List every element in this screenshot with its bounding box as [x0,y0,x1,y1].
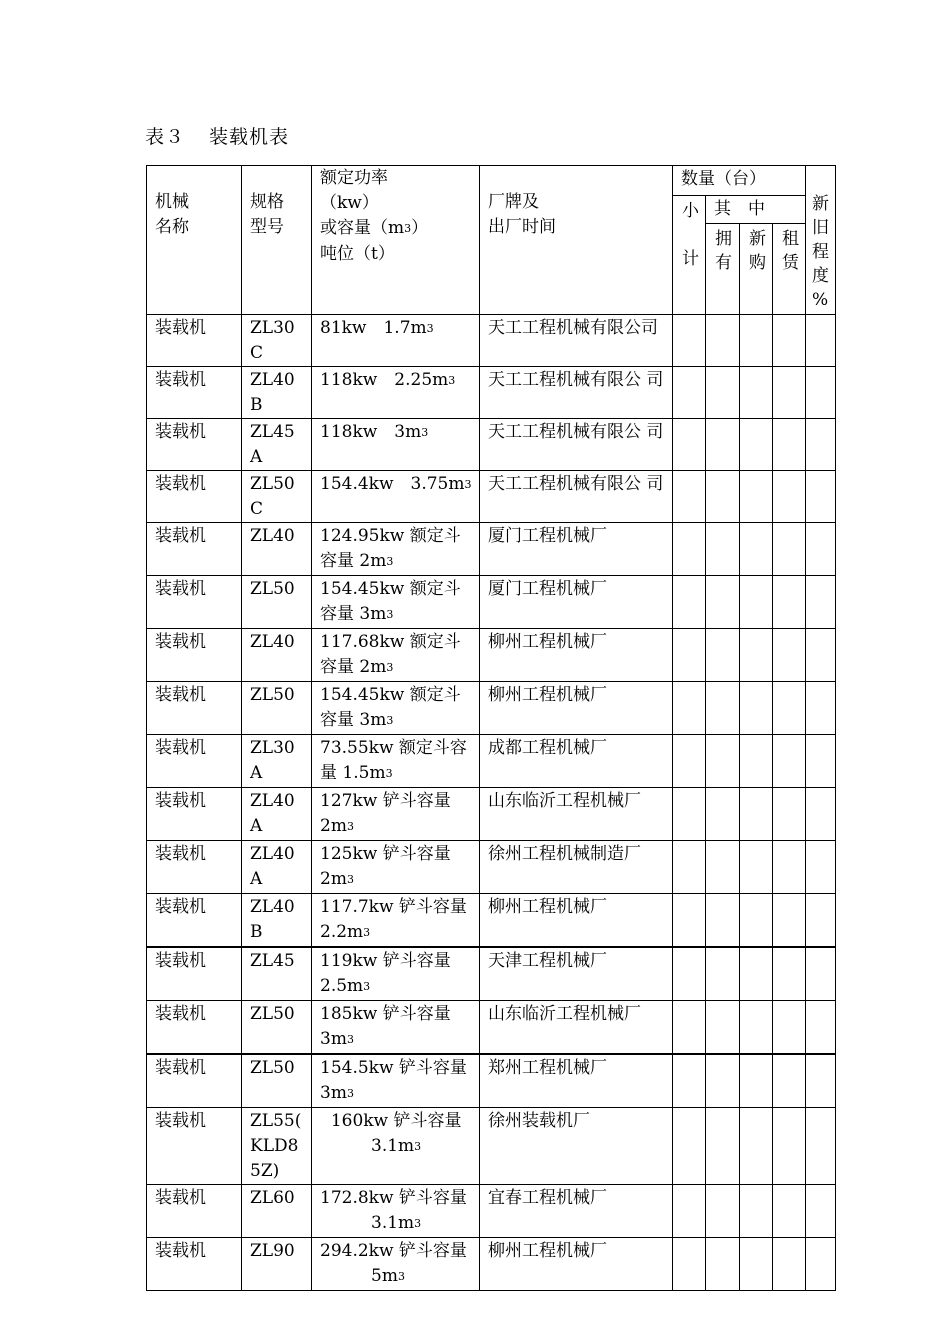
superscript: 3 [421,426,429,439]
col-header-subtotal: 小 计 [673,196,706,315]
cell-spec: 172.8kw 铲斗容量 3.1m3 [312,1185,480,1238]
cell-model: ZL50 [242,1054,312,1108]
table-row [147,315,836,367]
cell-model: ZL45 [242,947,312,1001]
cell-name: 装载机 [147,1001,242,1055]
cell-subtotal [673,576,706,629]
cell-rent [773,947,806,1001]
cell-new-buy [740,1108,773,1185]
cell-subtotal [673,1054,706,1108]
superscript: 3 [363,926,371,939]
cell-condition [806,1054,836,1108]
cell-spec: 118kw 3m3 [312,419,480,471]
cell-rent [773,471,806,523]
cell-rent [773,629,806,682]
superscript: 3 [397,1270,405,1283]
col-header-new-buy: 新 购 [740,224,773,315]
cell-name: 装载机 [147,576,242,629]
cell-rent [773,576,806,629]
table-row [147,735,836,788]
cell-rent [773,1001,806,1055]
cell-subtotal [673,682,706,735]
cell-condition [806,471,836,523]
col-header-condition: 新 旧 程 度 % [806,166,836,315]
cell-owned [706,367,740,419]
cell-subtotal [673,419,706,471]
cell-maker: 天津工程机械厂 [480,947,673,1001]
cell-rent [773,367,806,419]
cell-name: 装载机 [147,523,242,576]
cell-owned [706,576,740,629]
cell-rent [773,735,806,788]
cell-owned [706,894,740,948]
cell-name: 装载机 [147,894,242,948]
cell-new-buy [740,841,773,894]
table-row [147,1001,836,1055]
col-header-model: 规格 型号 [242,166,312,315]
cell-model: ZL40 [242,629,312,682]
cell-subtotal [673,1185,706,1238]
cell-maker: 徐州工程机械制造厂 [480,841,673,894]
cell-rent [773,1054,806,1108]
cell-owned [706,523,740,576]
cell-condition [806,947,836,1001]
cell-owned [706,1185,740,1238]
cell-condition [806,1185,836,1238]
cell-model: ZL30 A [242,735,312,788]
cell-model: ZL40 A [242,841,312,894]
cell-maker: 柳州工程机械厂 [480,1238,673,1291]
cell-rent [773,1108,806,1185]
cell-spec: 154.45kw 额定斗 容量 3m3 [312,682,480,735]
cell-new-buy [740,419,773,471]
cell-owned [706,1108,740,1185]
table-row [147,1185,836,1238]
superscript: 3 [346,820,354,833]
table-row [147,523,836,576]
cell-subtotal [673,735,706,788]
superscript: 3 [346,1087,354,1100]
cell-model: ZL30 C [242,315,312,367]
table-row [147,367,836,419]
cell-name: 装载机 [147,1054,242,1108]
cell-maker: 柳州工程机械厂 [480,629,673,682]
table-row [147,894,836,948]
cell-maker: 天工工程机械有限公 司 [480,471,673,523]
table-row [147,788,836,841]
cell-rent [773,1185,806,1238]
cell-model: ZL50 [242,576,312,629]
cell-new-buy [740,682,773,735]
cell-owned [706,735,740,788]
cell-name: 装载机 [147,1238,242,1291]
cell-new-buy [740,1054,773,1108]
superscript: 3 [386,555,394,568]
cell-condition [806,894,836,948]
cell-owned [706,419,740,471]
cell-spec: 117.7kw 铲斗容量 2.2m3 [312,894,480,948]
table-row [147,947,836,1001]
col-header-among: 其 中 [706,196,806,224]
table-row [147,1054,836,1108]
cell-rent [773,894,806,948]
header-row [147,166,836,196]
superscript: 3 [448,374,456,387]
cell-spec: 127kw 铲斗容量 2m3 [312,788,480,841]
cell-owned [706,315,740,367]
page-title [145,122,289,149]
cell-spec: 117.68kw 额定斗 容量 2m3 [312,629,480,682]
cell-spec: 154.5kw 铲斗容量 3m3 [312,1054,480,1108]
cell-model: ZL40 A [242,788,312,841]
cell-condition [806,1238,836,1291]
cell-name: 装载机 [147,1185,242,1238]
cell-spec: 160kw 铲斗容量 3.1m3 [312,1108,480,1185]
cell-name: 装载机 [147,367,242,419]
cell-new-buy [740,1185,773,1238]
cell-maker: 天工工程机械有限公 司 [480,419,673,471]
cell-owned [706,471,740,523]
superscript: 3 [464,478,472,491]
cell-subtotal [673,471,706,523]
cell-name: 装载机 [147,735,242,788]
cell-spec: 185kw 铲斗容量 3m3 [312,1001,480,1055]
superscript: 3 [346,1033,354,1046]
cell-spec: 73.55kw 额定斗容 量 1.5m3 [312,735,480,788]
superscript: 3 [386,608,394,621]
cell-spec: 124.95kw 额定斗 容量 2m3 [312,523,480,576]
cell-name: 装载机 [147,419,242,471]
cell-subtotal [673,947,706,1001]
cell-model: ZL40 [242,523,312,576]
cell-subtotal [673,523,706,576]
cell-name: 装载机 [147,947,242,1001]
cell-name: 装载机 [147,682,242,735]
cell-new-buy [740,1001,773,1055]
cell-model: ZL50 [242,1001,312,1055]
table-row [147,471,836,523]
cell-owned [706,788,740,841]
cell-owned [706,947,740,1001]
col-header-rent: 租 赁 [773,224,806,315]
cell-condition [806,841,836,894]
cell-rent [773,419,806,471]
table-row [147,419,836,471]
cell-new-buy [740,576,773,629]
col-header-quantity: 数量（台） [673,166,806,196]
col-header-power: 额定功率 （kw） 或容量（m3） 吨位（t） [312,166,480,315]
table-row [147,1108,836,1185]
cell-new-buy [740,894,773,948]
cell-subtotal [673,629,706,682]
cell-subtotal [673,788,706,841]
cell-maker: 郑州工程机械厂 [480,1054,673,1108]
superscript: 3 [386,714,394,727]
table-row [147,629,836,682]
superscript: 3 [414,1217,422,1230]
cell-maker: 柳州工程机械厂 [480,894,673,948]
cell-subtotal [673,1001,706,1055]
cell-maker: 徐州装载机厂 [480,1108,673,1185]
cell-new-buy [740,629,773,682]
cell-owned [706,682,740,735]
cell-condition [806,576,836,629]
cell-maker: 柳州工程机械厂 [480,682,673,735]
loader-table [146,165,836,1291]
cell-model: ZL55( KLD8 5Z) [242,1108,312,1185]
cell-condition [806,523,836,576]
cell-model: ZL45 A [242,419,312,471]
superscript: 3 [404,222,412,235]
cell-subtotal [673,894,706,948]
table-title: 装载机表 [209,126,290,148]
cell-rent [773,682,806,735]
cell-condition [806,788,836,841]
table-row [147,841,836,894]
cell-spec: 154.4kw 3.75m3 [312,471,480,523]
table-row [147,1238,836,1291]
cell-rent [773,1238,806,1291]
cell-model: ZL40 B [242,894,312,948]
cell-new-buy [740,788,773,841]
cell-maker: 山东临沂工程机械厂 [480,788,673,841]
cell-condition [806,629,836,682]
cell-rent [773,523,806,576]
cell-name: 装载机 [147,841,242,894]
cell-spec: 154.45kw 额定斗 容量 3m3 [312,576,480,629]
cell-model: ZL40 B [242,367,312,419]
cell-owned [706,1054,740,1108]
cell-subtotal [673,841,706,894]
cell-new-buy [740,735,773,788]
superscript: 3 [414,1140,422,1153]
cell-condition [806,735,836,788]
col-header-name: 机械 名称 [147,166,242,315]
cell-spec: 81kw 1.7m3 [312,315,480,367]
table-number: 表３ [145,126,186,148]
cell-owned [706,841,740,894]
cell-condition [806,682,836,735]
superscript: 3 [363,980,371,993]
cell-condition [806,367,836,419]
cell-model: ZL60 [242,1185,312,1238]
cell-maker: 天工工程机械有限公司 [480,315,673,367]
superscript: 3 [385,767,393,780]
cell-condition [806,419,836,471]
cell-subtotal [673,1108,706,1185]
superscript: 3 [386,661,394,674]
cell-subtotal [673,1238,706,1291]
cell-condition [806,1108,836,1185]
cell-maker: 天工工程机械有限公 司 [480,367,673,419]
cell-name: 装载机 [147,471,242,523]
table-row [147,682,836,735]
cell-condition [806,315,836,367]
cell-owned [706,1001,740,1055]
cell-owned [706,1238,740,1291]
col-header-owned: 拥 有 [706,224,740,315]
cell-name: 装载机 [147,1108,242,1185]
cell-model: ZL90 [242,1238,312,1291]
cell-name: 装载机 [147,315,242,367]
cell-model: ZL50 [242,682,312,735]
table-row [147,576,836,629]
cell-new-buy [740,947,773,1001]
cell-rent [773,315,806,367]
cell-new-buy [740,315,773,367]
cell-maker: 山东临沂工程机械厂 [480,1001,673,1055]
cell-maker: 厦门工程机械厂 [480,576,673,629]
cell-name: 装载机 [147,788,242,841]
cell-name: 装载机 [147,629,242,682]
cell-maker: 成都工程机械厂 [480,735,673,788]
cell-maker: 宜春工程机械厂 [480,1185,673,1238]
cell-new-buy [740,471,773,523]
cell-rent [773,788,806,841]
superscript: 3 [346,873,354,886]
cell-new-buy [740,367,773,419]
cell-spec: 125kw 铲斗容量 2m3 [312,841,480,894]
cell-subtotal [673,367,706,419]
cell-spec: 294.2kw 铲斗容量 5m3 [312,1238,480,1291]
cell-condition [806,1001,836,1055]
cell-spec: 119kw 铲斗容量 2.5m3 [312,947,480,1001]
cell-subtotal [673,315,706,367]
cell-new-buy [740,1238,773,1291]
cell-owned [706,629,740,682]
cell-spec: 118kw 2.25m3 [312,367,480,419]
cell-rent [773,841,806,894]
cell-model: ZL50 C [242,471,312,523]
col-header-maker: 厂牌及 出厂时间 [480,166,673,315]
cell-new-buy [740,523,773,576]
cell-maker: 厦门工程机械厂 [480,523,673,576]
superscript: 3 [426,322,434,335]
